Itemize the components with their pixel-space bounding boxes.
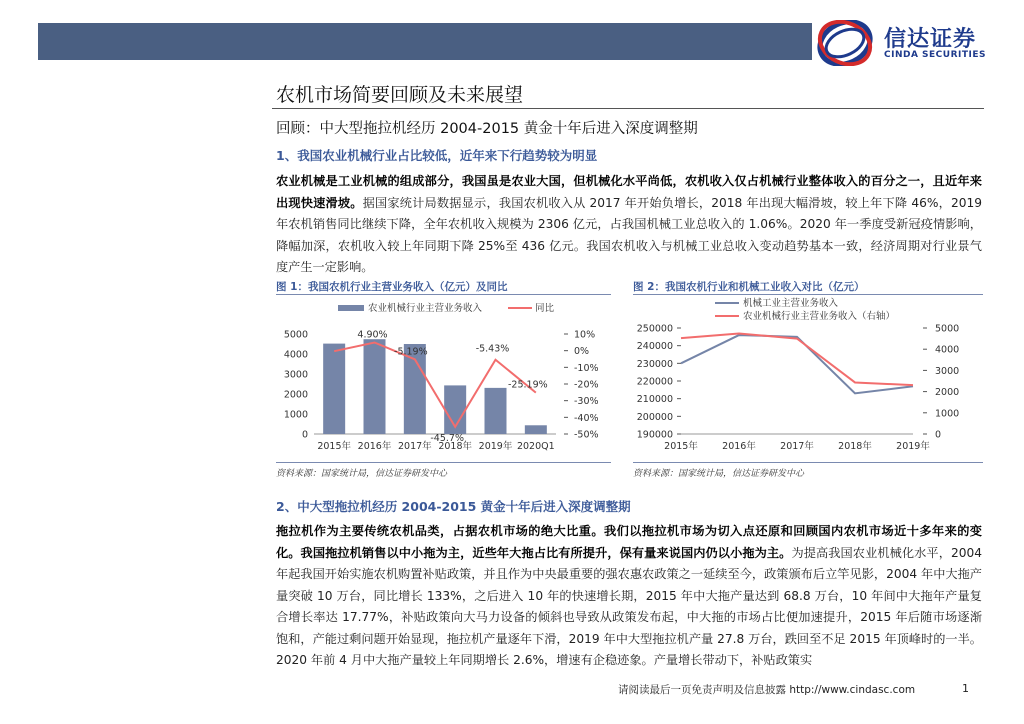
x-tick-label: 2019年 [478,441,513,452]
bar [485,388,507,434]
y-right-tick-label: -30% [574,396,599,408]
legend-series1-label: 机械工业主营业务收入 [743,298,839,309]
x-tick-label: 2018年 [438,441,473,452]
figure2-rule [633,294,983,295]
bar [404,344,426,434]
title-divider [272,108,984,109]
y-left-tick-label: 5000 [283,329,308,341]
y-left-tick-label: 210000 [636,394,673,406]
y-left-tick-label: 1000 [283,409,308,421]
y-left-tick-label: 3000 [283,369,308,381]
y-left-tick-label: 2000 [283,389,308,401]
section2-bold-text: 拖拉机作为主要传统农机品类，占据农机市场的绝大比重。我们以拖拉机市场为切入点还原和回顾国内农机市场近十多年来的变化。我国拖拉机销售以中小拖为主，近些年大拖占比有所提升，保有量来说国内仍以小拖为主。 [276,524,982,560]
section1-paragraph [276,171,982,279]
y-left-tick-label: 0 [301,429,308,441]
page-subtitle: 回顾：中大型拖拉机经历 2004-2015 黄金十年后进入深度调整期 [276,121,698,137]
y-right-tick-label: 1000 [935,408,960,420]
y-right-tick-label: -50% [574,429,599,441]
x-tick-label: 2015年 [317,441,352,452]
bar [525,425,547,434]
brand-name-cn: 信达证券 [884,27,977,52]
figure2-chart [633,296,983,462]
disclaimer-note: 请阅读最后一页免责声明及信息披露 http://www.cindasc.com [618,684,916,696]
y-right-tick-label: 4000 [935,344,960,356]
x-tick-label: 2017年 [780,441,814,452]
section2-body-text: 为提高我国农业机械化水平，2004 年起我国开始实施农机购置补贴政策，并且作为中央最重要的强农惠农政策之一延续至今，政策颁布后立竿见影，2004 年中大拖产量突破 10 万台，同比增长 133%，之后进入 10 年的快速增长期，2015 年中大拖产量达到 68.8 万台，10 年间中大拖年产量复合增长率达 17.77%，补贴政策向大马力设备的倾斜也导致从政策发布起，中大拖的市场占比便加速提升，2015 年后随市场逐渐饱和，产能过剩问题开始显现，拖拉机产量逐年下滑，2019 年中大型拖拉机产量 27.8 万台，跌回至不足 2015 年顶峰时的一半。2020 年前 4 月中大拖产量较上年同期增长 2.6%，增速有企稳迹象。产量增长带动下，补贴政策实 [276,545,982,667]
y-left-tick-label: 250000 [636,323,673,335]
y-right-tick-label: 5000 [935,323,960,335]
figure1-bottom-rule [276,462,611,463]
y-right-tick-label: -40% [574,412,599,424]
figure2-bottom-rule [633,462,983,463]
x-tick-label: 2020Q1 [516,441,555,452]
y-right-tick-label: 3000 [935,365,960,377]
x-tick-label: 2016年 [722,441,756,452]
page-number: 1 [962,682,969,695]
y-left-tick-label: 240000 [636,341,673,353]
section2-heading: 2、中大型拖拉机经历 2004-2015 黄金十年后进入深度调整期 [276,499,631,514]
brand-name-en: CINDA SECURITIES [884,50,986,60]
data-label: -45.7% [430,432,464,444]
figure2-title: 图 2：我国农机行业和机械工业收入对比（亿元） [633,281,865,293]
data-label: -25.19% [508,379,548,391]
section1-heading: 1、我国农业机械行业占比较低，近年来下行趋势较为明显 [276,148,598,163]
page-title: 农机市场简要回顾及未来展望 [276,84,524,106]
figure1-source: 资料来源：国家统计局，信达证券研发中心 [276,469,448,479]
figure1-chart [276,296,611,462]
legend-bar-label: 农业机械行业主营业务收入 [368,303,483,314]
machinery-industry-line [681,335,913,393]
data-label: -5.43% [475,343,510,355]
legend-bar-swatch [338,305,364,311]
x-tick-label: 2015年 [664,441,698,452]
data-label: -5.19% [394,346,428,358]
agri-machinery-line [681,334,913,386]
x-tick-label: 2017年 [397,441,432,452]
data-label: 4.90% [357,329,388,341]
figure2-source: 资料来源：国家统计局，信达证券研发中心 [633,469,805,479]
section1-body-text: 据国家统计局数据显示，我国农机收入从 2017 年开始负增长，2018 年出现大幅滑坡，较上年下降 46%，2019 年农机销售同比继续下降，全年农机收入规模为 2306 亿元，占我国机械工业总收入的 1.06%。2020 年一季度受新冠疫情影响，降幅加深，农机收入较上年同期下降 25%至 436 亿元。我国农机收入与机械工业总收入变动趋势基本一致，经济周期对行业景气度产生一定影响。 [276,195,983,274]
x-tick-label: 2019年 [896,441,930,452]
x-tick-label: 2018年 [838,441,872,452]
y-right-tick-label: -10% [574,362,599,374]
y-right-tick-label: 0 [935,429,942,441]
bar [364,339,386,434]
y-right-tick-label: -20% [574,379,599,391]
x-tick-label: 2016年 [357,441,392,452]
y-right-tick-label: 0% [574,346,590,358]
y-left-tick-label: 200000 [636,411,673,423]
bar [323,344,345,434]
legend-line-label: 同比 [535,303,555,314]
y-left-tick-label: 190000 [636,429,673,441]
y-right-tick-label: 2000 [935,387,960,399]
y-left-tick-label: 230000 [636,358,673,370]
figure1-title: 图 1：我国农机行业主营业务收入（亿元）及同比 [276,281,508,293]
section2-paragraph [276,521,982,672]
y-left-tick-label: 4000 [283,349,308,361]
y-left-tick-label: 220000 [636,376,673,388]
legend-series2-label: 农业机械行业主营业务收入（右轴） [743,311,896,322]
y-right-tick-label: 10% [574,329,596,341]
figure1-rule [276,294,611,295]
section1-bold-text: 农业机械是工业机械的组成部分，我国虽是农业大国，但机械化水平尚低，农机收入仅占机械行业整体收入的百分之一，且近年来出现快速滑坡。 [276,174,982,210]
header-band [38,23,812,60]
